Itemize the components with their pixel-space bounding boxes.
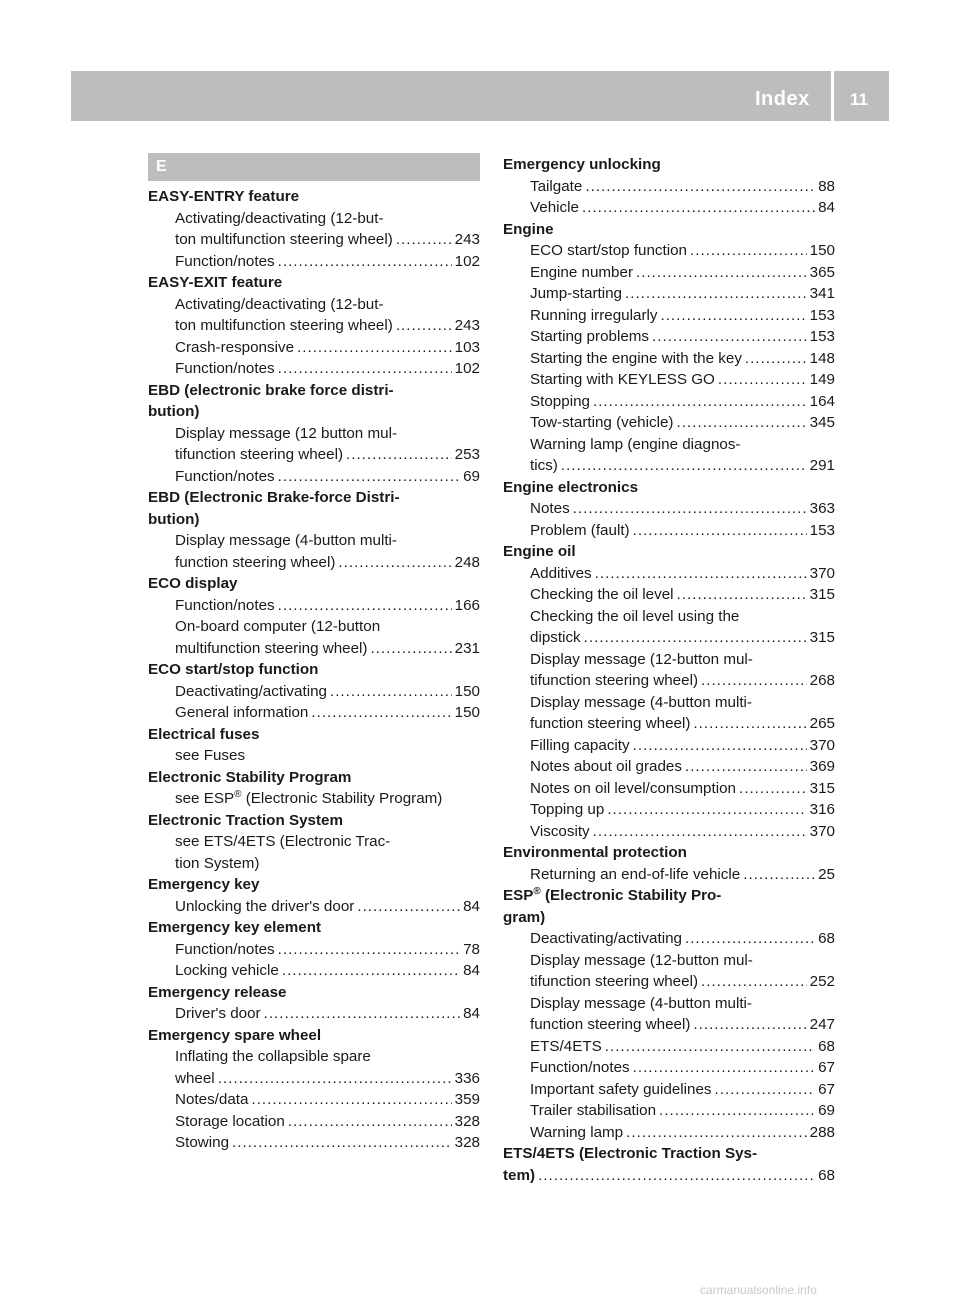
index-row: tem) ..... 68: [503, 1165, 835, 1187]
entry-title: Emergency unlocking: [503, 156, 661, 173]
index-row: dipstick ..... 315: [503, 627, 835, 649]
index-row: Viscosity ..... 370: [503, 821, 835, 843]
index-row: Function/notes ..... 102: [148, 358, 480, 380]
index-row: Stopping ..... 164: [503, 391, 835, 413]
entry-text: Display message (12-button mul-: [530, 650, 753, 668]
index-row: Important safety guidelines ..... 67: [503, 1079, 835, 1101]
index-row: function steering wheel) ..... 247: [503, 1014, 835, 1036]
index-row: function steering wheel) ..... 265: [503, 713, 835, 735]
entry-text: see ETS/4ETS (Electronic Trac-: [175, 833, 391, 850]
index-row: Tailgate ..... 88: [503, 176, 835, 198]
index-row: Warning lamp ..... 288: [503, 1122, 835, 1144]
entry-title: Electrical fuses: [148, 725, 260, 743]
page-title: Index: [755, 88, 810, 110]
entry-title: bution): [148, 510, 200, 528]
index-row: tifunction steering wheel) ..... 252: [503, 971, 835, 993]
index-row: ton multifunction steering wheel) ..... 243: [148, 229, 480, 251]
entry-text: Activating/deactivating (12-but-: [175, 295, 384, 313]
index-row: Checking the oil level ..... 315: [503, 584, 835, 606]
index-row: ECO start/stop function ..... 150: [503, 240, 835, 262]
index-row: ETS/4ETS ..... 68: [503, 1036, 835, 1058]
entry-title: bution): [148, 403, 200, 420]
index-row: tifunction steering wheel) ..... 253: [148, 444, 480, 466]
entry-text: Display message (4-button multi-: [175, 532, 397, 549]
entry-title: ECO display: [148, 575, 238, 592]
index-row: Unlocking the driver's door ..... 84: [148, 896, 480, 918]
index-row: Function/notes ..... 78: [148, 939, 480, 961]
entry-title: EASY-ENTRY feature: [148, 188, 300, 205]
index-row: Problem (fault) ..... 153: [503, 520, 835, 542]
index-row: Vehicle ..... 84: [503, 197, 835, 219]
index-row: Running irregularly ..... 153: [503, 305, 835, 327]
entry-title: Emergency spare wheel: [148, 1026, 322, 1044]
entry-title: Engine oil: [503, 543, 576, 560]
entry-title: Emergency key element: [148, 919, 322, 936]
index-row: Crash-responsive ..... 103: [148, 337, 480, 359]
entry-title: Emergency key: [148, 876, 260, 893]
entry-title: Electronic Traction System: [148, 811, 343, 829]
index-row: Filling capacity ..... 370: [503, 735, 835, 757]
entry-text: see ESP® (Electronic Stability Program): [175, 788, 443, 807]
index-row: Function/notes ..... 67: [503, 1057, 835, 1079]
entry-text: Display message (12 button mul-: [175, 424, 398, 442]
index-row: Topping up ..... 316: [503, 799, 835, 821]
entry-text: On-board computer (12-button: [175, 618, 381, 635]
entry-text: Warning lamp (engine diagnos-: [530, 435, 741, 453]
index-row: Notes about oil grades ..... 369: [503, 756, 835, 778]
index-row: wheel ..... 336: [148, 1068, 480, 1090]
entry-title: EBD (electronic brake force distri-: [148, 381, 394, 399]
index-row: Notes/data ..... 359: [148, 1089, 480, 1111]
index-row: Starting problems ..... 153: [503, 326, 835, 348]
index-row: Starting with KEYLESS GO ..... 149: [503, 369, 835, 391]
section-letter: E: [148, 153, 480, 181]
index-row: Function/notes ..... 102: [148, 251, 480, 273]
index-row: Locking vehicle ..... 84: [148, 960, 480, 982]
entry-title: ECO start/stop function: [148, 661, 319, 678]
index-row: Deactivating/activating ..... 150: [148, 681, 480, 703]
entry-text: Display message (12-button mul-: [530, 951, 753, 969]
entry-title: Emergency release: [148, 983, 287, 1001]
entry-title: ESP® (Electronic Stability Pro-: [503, 885, 722, 904]
entry-text: Display message (4-button multi-: [530, 994, 752, 1012]
entry-title: ETS/4ETS (Electronic Traction Sys-: [503, 1145, 758, 1162]
index-row: Jump-starting ..... 341: [503, 283, 835, 305]
header-divider: [831, 71, 834, 121]
right-column: [503, 154, 835, 1186]
entry-text: tion System): [175, 854, 260, 872]
index-row: Function/notes ..... 166: [148, 595, 480, 617]
entry-title: gram): [503, 908, 546, 926]
index-row: multifunction steering wheel) ..... 231: [148, 638, 480, 660]
entry-title: EASY-EXIT feature: [148, 274, 283, 291]
index-row: Notes ..... 363: [503, 498, 835, 520]
index-row: Tow-starting (vehicle) ..... 345: [503, 412, 835, 434]
index-row: Engine number ..... 365: [503, 262, 835, 284]
left-column: [148, 150, 480, 1154]
engine-subentries: [503, 240, 835, 434]
entry-title: Environmental protection: [503, 844, 687, 861]
entry-text: see Fuses: [175, 747, 246, 764]
index-row: tifunction steering wheel) ..... 268: [503, 670, 835, 692]
page-number: 11: [850, 90, 868, 109]
entry-text: Display message (4-button multi-: [530, 693, 752, 711]
index-row: General information ..... 150: [148, 702, 480, 724]
entry-text: Activating/deactivating (12-but-: [175, 209, 384, 227]
watermark: carmanualsonline.info: [700, 1283, 817, 1297]
index-row: tics) ..... 291: [503, 455, 835, 477]
index-row: Stowing ..... 328: [148, 1132, 480, 1154]
entry-title: Electronic Stability Program: [148, 768, 352, 786]
entry-text: Inflating the collapsible spare: [175, 1048, 371, 1065]
index-row: function steering wheel) ..... 248: [148, 552, 480, 574]
index-row: Function/notes ..... 69: [148, 466, 480, 488]
entry-text: Checking the oil level using the: [530, 607, 740, 625]
index-row: ton multifunction steering wheel) ..... 243: [148, 315, 480, 337]
index-row: Storage location ..... 328: [148, 1111, 480, 1133]
index-row: Deactivating/activating ..... 68: [503, 928, 835, 950]
index-row: Notes on oil level/consumption ..... 315: [503, 778, 835, 800]
entry-title: EBD (Electronic Brake-force Distri-: [148, 489, 400, 506]
index-row: Starting the engine with the key ..... 148: [503, 348, 835, 370]
index-row: Trailer stabilisation ..... 69: [503, 1100, 835, 1122]
index-row: Driver's door ..... 84: [148, 1003, 480, 1025]
entry-title: Engine electronics: [503, 478, 639, 496]
entry-title: Engine: [503, 220, 554, 238]
index-row: Additives ..... 370: [503, 563, 835, 585]
index-row: Returning an end-of-life vehicle ..... 25: [503, 864, 835, 886]
